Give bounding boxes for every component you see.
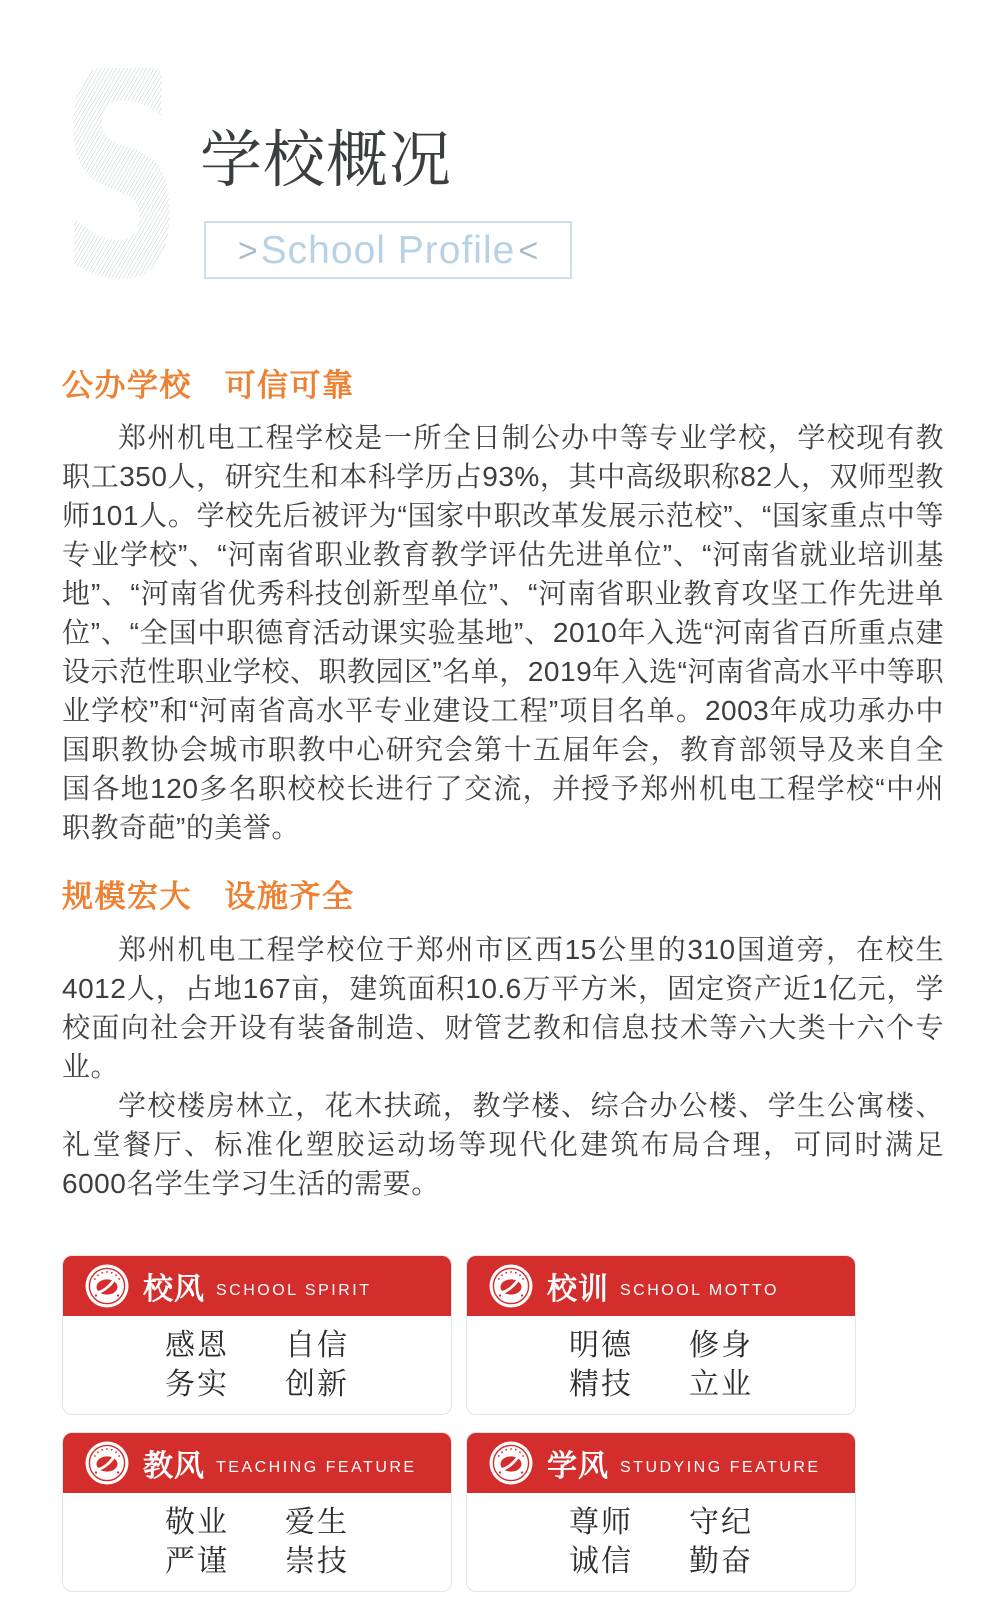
content-section — [62, 368, 944, 1203]
card-word: 崇技 — [285, 1544, 349, 1578]
card-body — [63, 1316, 451, 1415]
paragraph-school-intro: 郑州机电工程学校是一所全日制公办中等专业学校，学校现有教职工350人，研究生和本科学历占93%，其中高级职称82人，双师型教师101人。学校先后被评为“国家中职改革发展示范校”、“国家重点中等专业学校”、“河南省职业教育教学评估先进单位”、“河南省就业培训基地”、“河南省优秀科技创新型单位”、“河南省职业教育攻坚工作先进单位”、“全国中职德育活动课实验基地”、2010年入选“河南省百所重点建设示范性职业学校、职教园区”名单，2019年入选“河南省高水平中等职业学校”和“河南省高水平专业建设工程”项目名单。2003年成功承办中国职教协会城市职教中心研究会第十五届年会，教育部领导及来自全国各地120多名职校校长进行了交流，并授予郑州机电工程学校“中州职教奇葩”的美誉。 — [62, 421, 944, 843]
card-subtitle: SCHOOL SPIRIT — [216, 1281, 372, 1299]
letter-s-icon — [56, 68, 188, 282]
card-title: 校风 — [143, 1273, 205, 1307]
card-school-motto — [466, 1255, 856, 1415]
card-teaching-feature — [62, 1432, 452, 1592]
card-body — [467, 1316, 855, 1415]
value-cards-grid — [62, 1255, 998, 1592]
section-heading-public-school: 公办学校 可信可靠 — [62, 368, 355, 403]
subtitle-box — [204, 221, 572, 279]
card-subtitle: SCHOOL MOTTO — [620, 1281, 779, 1299]
card-word: 守纪 — [689, 1506, 753, 1540]
card-word: 自信 — [285, 1329, 349, 1363]
school-emblem-icon — [489, 1264, 533, 1308]
card-word: 立业 — [689, 1367, 753, 1401]
card-word: 创新 — [285, 1367, 349, 1401]
card-word: 爱生 — [285, 1506, 349, 1540]
angle-bracket-left-icon: > — [237, 232, 258, 270]
paragraph-campus-buildings: 学校楼房林立，花木扶疏，教学楼、综合办公楼、学生公寓楼、礼堂餐厅、标准化塑胶运动场等现代化建筑布局合理，可同时满足6000名学生学习生活的需要。 — [62, 1090, 944, 1200]
card-school-spirit — [62, 1255, 452, 1415]
card-word: 勤奋 — [689, 1544, 753, 1578]
card-word: 尊师 — [569, 1506, 633, 1540]
card-header — [467, 1433, 855, 1493]
card-subtitle: STUDYING FEATURE — [620, 1458, 821, 1476]
hero-section — [0, 0, 998, 295]
school-emblem-icon — [85, 1441, 129, 1485]
hatched-s-graphic — [56, 68, 188, 282]
card-word: 严谨 — [165, 1544, 229, 1578]
paragraph-campus-scale: 郑州机电工程学校位于郑州市区西15公里的310国道旁，在校生4012人，占地167亩，建筑面积10.6万平方米，固定资产近1亿元，学校面向社会开设有装备制造、财管艺教和信息技术等六大类十六个专业。 — [62, 934, 944, 1083]
subtitle-text: School Profile — [260, 228, 516, 272]
card-title: 学风 — [547, 1450, 609, 1484]
svg-text:S: S — [61, 68, 182, 282]
card-word: 修身 — [689, 1329, 753, 1363]
page-title: 学校概况 — [200, 126, 453, 195]
card-title: 教风 — [143, 1450, 205, 1484]
card-studying-feature — [466, 1432, 856, 1592]
school-emblem-icon — [489, 1441, 533, 1485]
card-body — [467, 1493, 855, 1592]
card-word: 感恩 — [165, 1329, 229, 1363]
school-emblem-icon — [85, 1264, 129, 1308]
card-title: 校训 — [547, 1273, 609, 1307]
angle-bracket-right-icon: < — [518, 232, 539, 270]
card-body — [63, 1493, 451, 1592]
card-word: 精技 — [569, 1367, 633, 1401]
card-subtitle: TEACHING FEATURE — [216, 1458, 417, 1476]
card-word: 明德 — [569, 1329, 633, 1363]
section-heading-scale-facilities: 规模宏大 设施齐全 — [62, 878, 355, 914]
card-header — [467, 1256, 855, 1316]
card-header — [63, 1433, 451, 1493]
card-header — [63, 1256, 451, 1316]
card-word: 敬业 — [165, 1506, 229, 1540]
card-word: 诚信 — [569, 1544, 633, 1578]
card-word: 务实 — [165, 1367, 229, 1401]
